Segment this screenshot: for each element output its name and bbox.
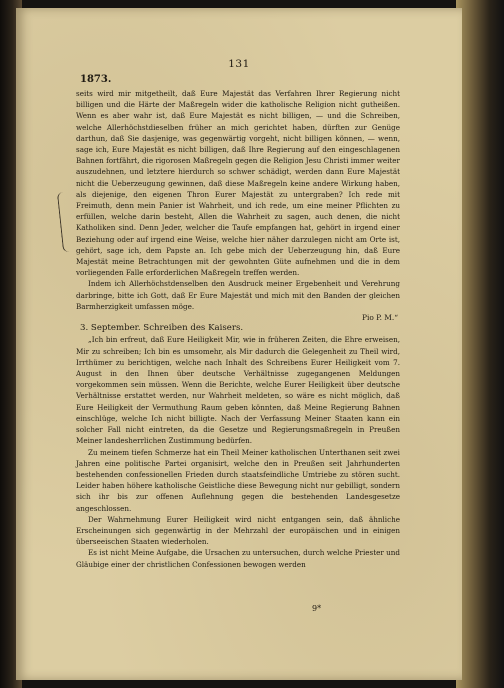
page-body bbox=[76, 88, 400, 570]
signature: Pio P. M.“ bbox=[361, 313, 398, 323]
letter-paragraph-1: „Ich bin erfreut, daß Eure Heiligkeit Mir, wie in früheren Zeiten, die Ehre erweisen, Mir zu schreiben; Ich bin es umsomehr, als Mir dadurch die Gelegenheit zu Theil wird, Irrthümer zu berichtigen, welche nach Inhalt des Schreibens Eurer Heiligkeit vom 7. August in den Ihnen über deutsche Verhältnisse zugegangenen Meldungen vorgekommen sein müssen. Wenn die Berichte, welche Eurer Heiligkeit über deutsche Verhältnisse erstattet werden, nur Wahrheit meldeten, so wäre es nicht möglich, daß Eure Heiligkeit der Vermuthung Raum geben könnten, daß Meine Regierung Bahnen einschlüge, welche Ich nicht billigte. Nach der Verfassung Meiner Staaten kann ein solcher Fall nicht eintreten, da die Gesetze und Regierungsmaßregeln in Preußen Meiner landesherrlichen Zustimmung bedürfen. bbox=[76, 335, 400, 446]
section-heading: 3. September. Schreiben des Kaisers. bbox=[80, 323, 244, 334]
closing-paragraph: Indem ich Allerhöchstdenselben den Ausdruck meiner Ergebenheit und Verehrung darbringe, bitte ich Gott, daß Er Eure Majestät und mich mit den Banden der gleichen Barmherzigkeit umfassen möge. bbox=[76, 279, 400, 311]
letter-paragraph-3: Der Wahrnehmung Eurer Heiligkeit wird nicht entgangen sein, daß ähnliche Erscheinungen sich gegenwärtig in der Mehrzahl der europäischen und in einigen überseeischen Staaten wiederholen. bbox=[76, 514, 400, 547]
letter-paragraph-4: Es ist nicht Meine Aufgabe, die Ursachen zu untersuchen, durch welche Priester und Gläubige einer der christlichen Confessionen bewogen werden bbox=[76, 548, 400, 569]
running-year: 1873. bbox=[80, 74, 112, 85]
signature-mark: 9* bbox=[312, 604, 322, 613]
margin-pencil-mark bbox=[57, 192, 74, 253]
book-page-edges bbox=[456, 0, 504, 688]
continuation-paragraph: seits wird mir mitgetheilt, daß Eure Majestät das Verfahren Ihrer Regierung nicht billigen und die Härte der Maßregeln wider die katholische Religion nicht gutheißen. Wenn es aber wahr ist, daß Eure Majestät es nicht billigen, — und die Schreiben, welche Allerhöchstdieselben früher an mich gerichtet haben, dürften zur Genüge darthun, daß Sie dasjenige, was gegenwärtig vorgeht, nicht billigen können, — wenn, sage ich, Eure Majestät es nicht billigen, daß Ihre Regierung auf den eingeschlagenen Bahnen fortfährt, die rigorosen Maßregeln gegen die Religion Jesu Christi immer weiter auszudehnen, und letztere hierdurch so schwer schädigt, werden dann Eure Majestät nicht die Ueberzeugung gewinnen, daß diese Maßregeln keine andere Wirkung haben, als diejenige, den eigenen Thron Eurer Majestät zu untergraben? Ich rede mit Freimuth, denn mein Panier ist Wahrheit, und ich rede, um eine meiner Pflichten zu erfüllen, welche darin besteht, Allen die Wahrheit zu sagen, auch denen, die nicht Katholiken sind. Denn Jeder, welcher die Taufe empfangen hat, gehört in irgend einer Beziehung oder auf irgend eine Weise, welche hier näher darzulegen nicht am Orte ist, gehört, sage ich, dem Papste an. Ich gebe mich der Ueberzeugung hin, daß Eure Majestät meine Betrachtungen mit der gewohnten Güte aufnehmen und die in dem vorliegenden Falle erforderlichen Maßregeln treffen werden. bbox=[76, 89, 400, 278]
letter-paragraph-2: Zu meinem tiefen Schmerze hat ein Theil Meiner katholischen Unterthanen seit zwei Jahren eine politische Partei organisirt, welche den in Preußen seit Jahrhunderten bestehenden confessionellen Frieden durch staatsfeindliche Umtriebe zu stören sucht. Leider haben höhere katholische Geistliche diese Bewegung nicht nur gebilligt, sondern sich ihr bis zur offenen Auflehnung gegen die bestehenden Landesgesetze angeschlossen. bbox=[76, 447, 400, 513]
page-number: 131 bbox=[228, 58, 250, 70]
book-page bbox=[16, 8, 462, 680]
